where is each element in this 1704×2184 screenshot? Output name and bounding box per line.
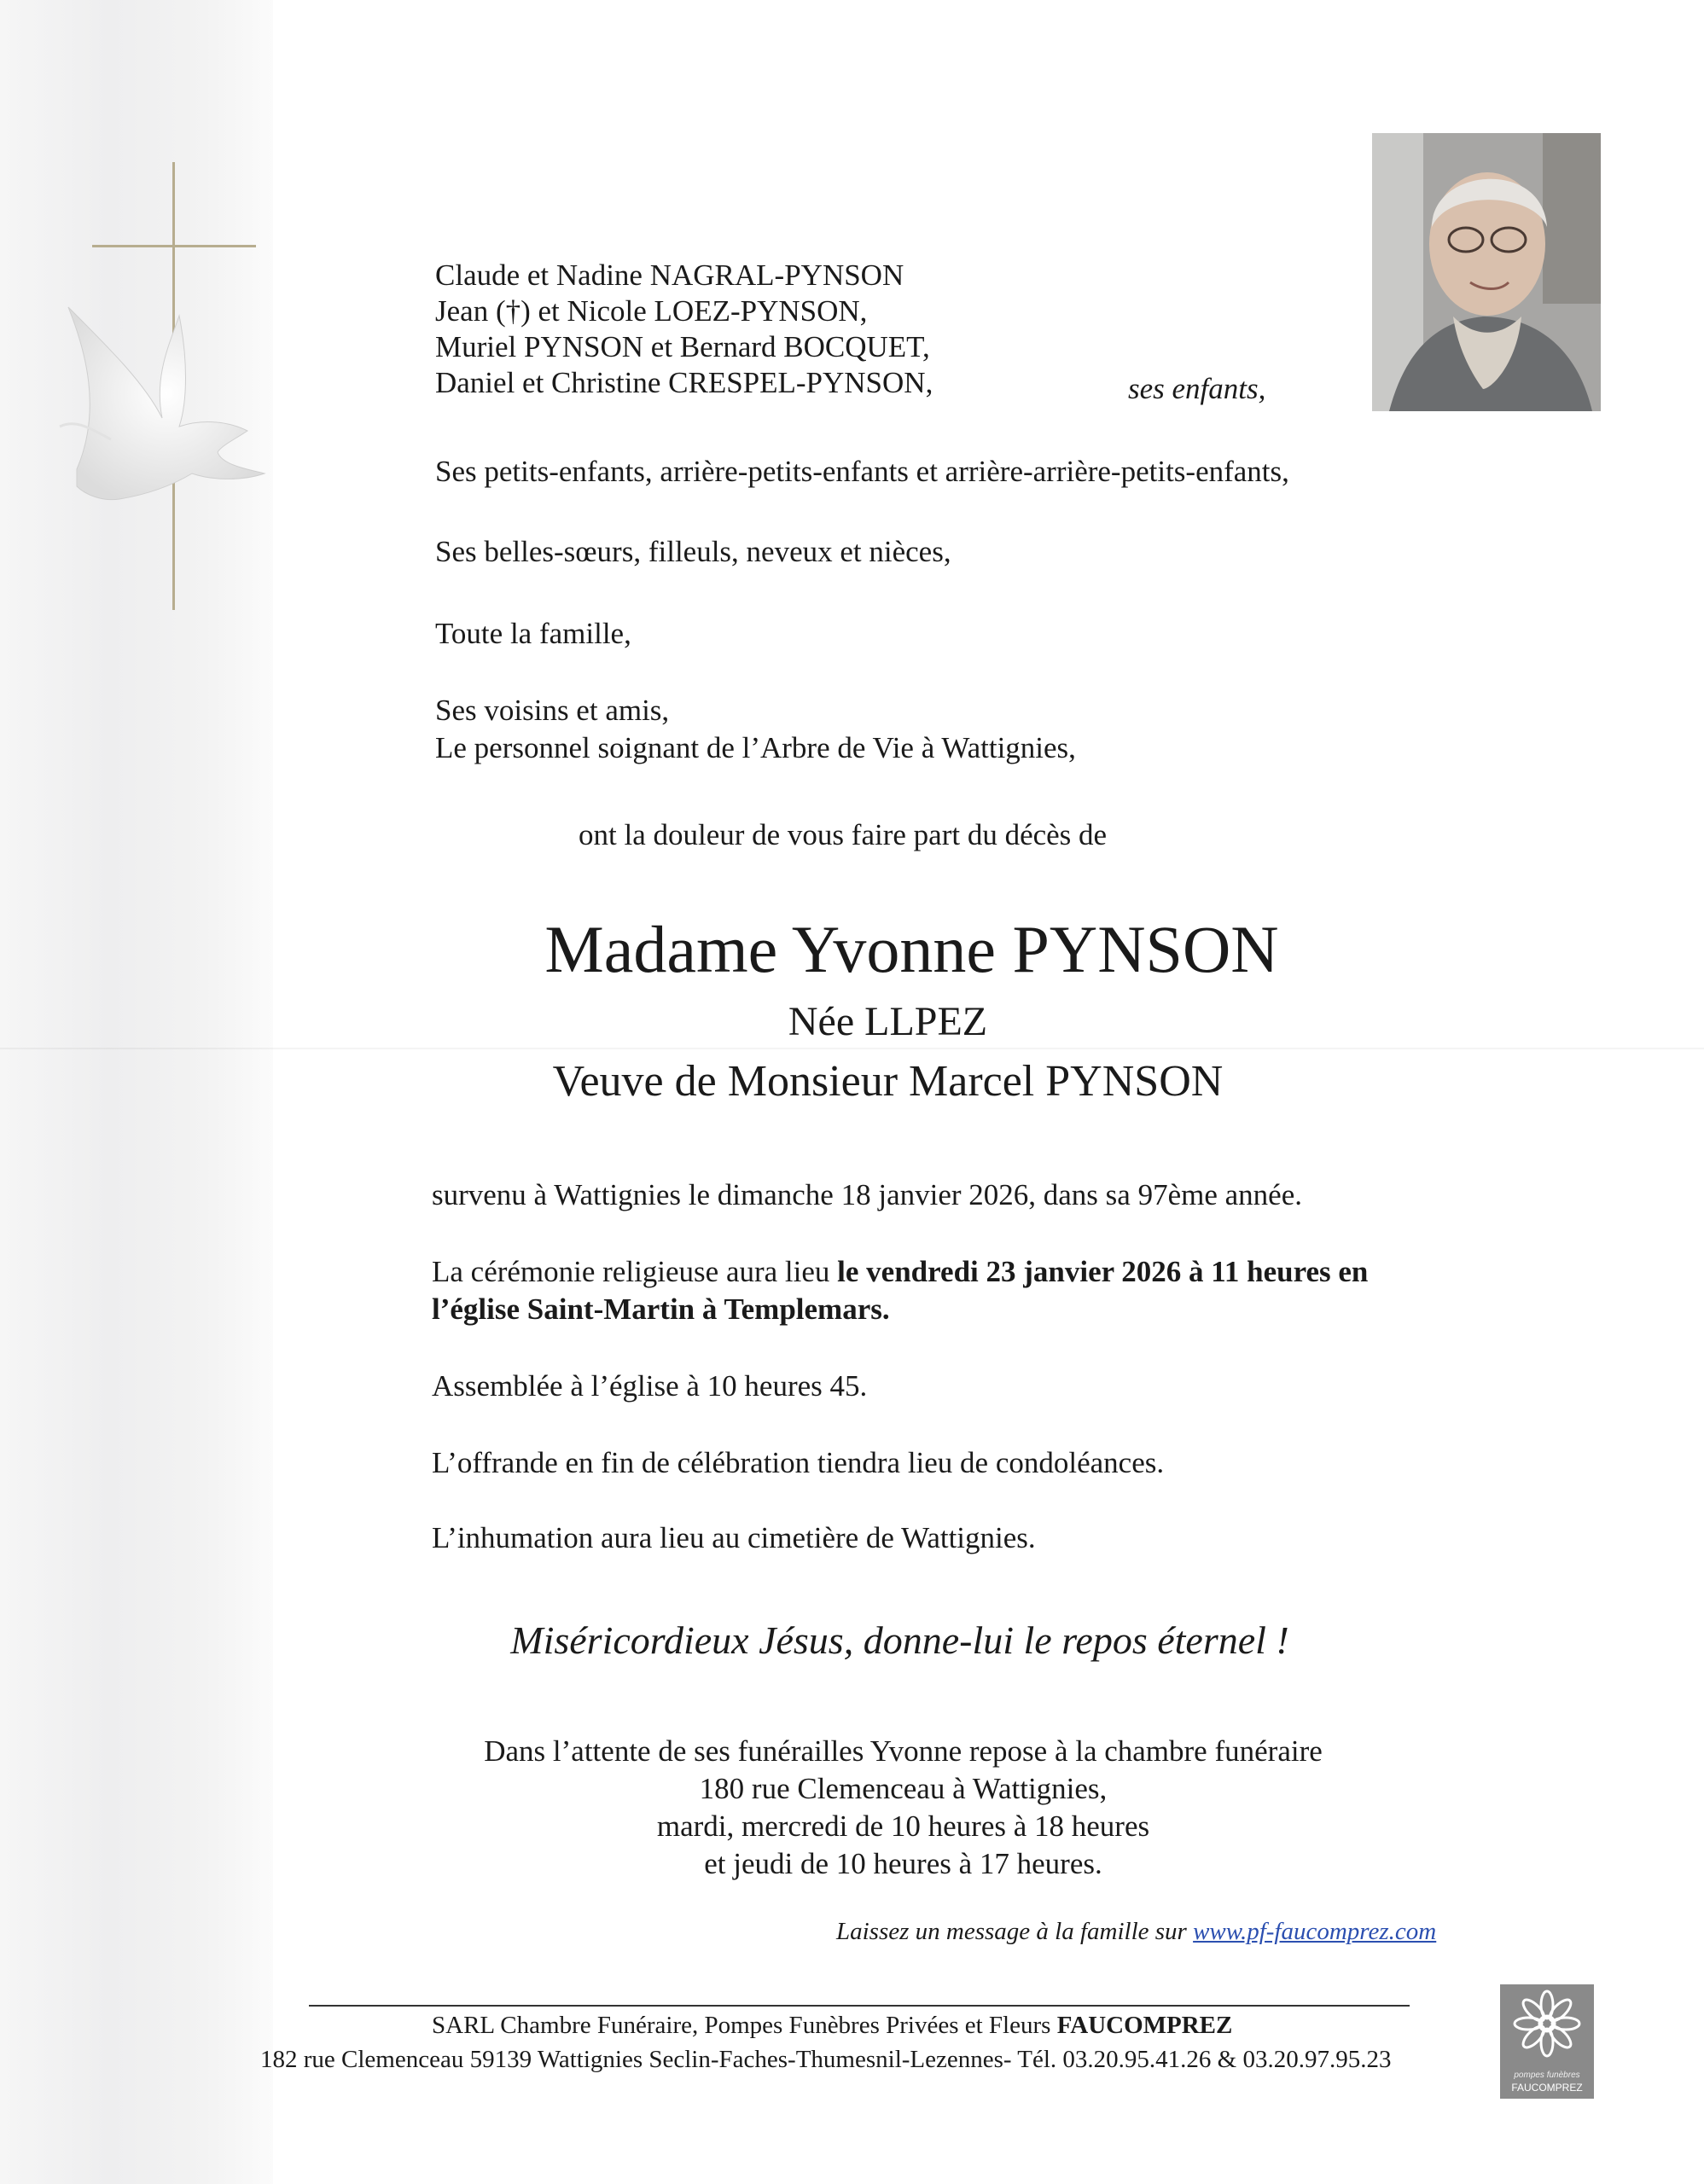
message-line (836, 1916, 1436, 1947)
child-line: Jean (†) et Nicole LOEZ-PYNSON, (435, 294, 868, 328)
announcement-intro: ont la douleur de vous faire part du décès de (579, 818, 1108, 851)
ceremony-prefix: La cérémonie religieuse aura lieu (432, 1255, 838, 1288)
ceremony-line-1 (432, 1254, 1368, 1290)
offering-line: L’offrande en fin de célébration tiendra lieu de condoléances. (432, 1446, 1165, 1479)
children-list (435, 258, 933, 401)
visitation-line: mardi, mercredi de 10 heures à 18 heures (656, 1809, 1150, 1843)
assembly-line: Assemblée à l’église à 10 heures 45. (432, 1369, 868, 1403)
neighbors-line: Ses voisins et amis, (435, 694, 670, 727)
prayer-line: Miséricordieux Jésus, donne-lui le repos éternel ! (510, 1618, 1289, 1662)
funeral-home-logo (1500, 1984, 1594, 2099)
footer-company-name: FAUCOMPREZ (1056, 2012, 1233, 2039)
footer-divider (309, 2005, 1410, 2007)
child-line: Muriel PYNSON et Bernard BOCQUET, (435, 330, 930, 363)
deceased-widow-of: Veuve de Monsieur Marcel PYNSON (552, 1057, 1224, 1106)
child-line: Claude et Nadine NAGRAL-PYNSON (435, 258, 904, 292)
burial-line: L’inhumation aura lieu au cimetière de Wattignies. (432, 1521, 1036, 1554)
death-details: survenu à Wattignies le dimanche 18 janvier 2026, dans sa 97ème année. (432, 1178, 1302, 1211)
message-text: Laissez un message à la famille sur (836, 1918, 1194, 1945)
grandchildren-line: Ses petits-enfants, arrière-petits-enfants et arrière-arrière-petits-enfants, (435, 455, 1289, 488)
portrait-photo (1372, 133, 1601, 411)
visitation-line: Dans l’attente de ses funérailles Yvonne repose à la chambre funéraire (484, 1734, 1323, 1768)
dove-icon (51, 256, 273, 546)
cross-icon-bar (92, 245, 256, 247)
child-line: Daniel et Christine CRESPEL-PYNSON, (435, 366, 933, 399)
footer-company-line (432, 2010, 1232, 2041)
ceremony-date: le vendredi 23 janvier 2026 à 11 heures en (837, 1255, 1369, 1288)
whole-family-line: Toute la famille, (435, 617, 631, 650)
visitation-line: 180 rue Clemenceau à Wattignies, (699, 1772, 1108, 1805)
care-staff-line: Le personnel soignant de l’Arbre de Vie à Wattignies, (435, 731, 1076, 764)
visitation-line: et jeudi de 10 heures à 17 heures. (704, 1847, 1102, 1880)
deceased-birth-name: Née LLPEZ (788, 999, 988, 1044)
in-laws-line: Ses belles-sœurs, filleuls, neveux et nièces, (435, 535, 951, 568)
logo-tagline: pompes funèbres (1514, 2071, 1580, 2080)
flower-logo-icon (1500, 1984, 1594, 2066)
children-label: ses enfants, (1128, 372, 1266, 405)
paper-fold-line (0, 1048, 1704, 1049)
website-link[interactable]: www.pf-faucomprez.com (1193, 1918, 1437, 1945)
ceremony-place: l’église Saint-Martin à Templemars. (432, 1292, 890, 1326)
footer-company-prefix: SARL Chambre Funéraire, Pompes Funèbres Privées et Fleurs (432, 2012, 1057, 2039)
deceased-name: Madame Yvonne PYNSON (544, 912, 1279, 986)
footer-address-line: 182 rue Clemenceau 59139 Wattignies Seclin-Faches-Thumesnil-Lezennes- Tél. 03.20.95.41.26 & 03.20.97.95.23 (260, 2046, 1392, 2073)
logo-company-name: FAUCOMPREZ (1511, 2082, 1583, 2094)
